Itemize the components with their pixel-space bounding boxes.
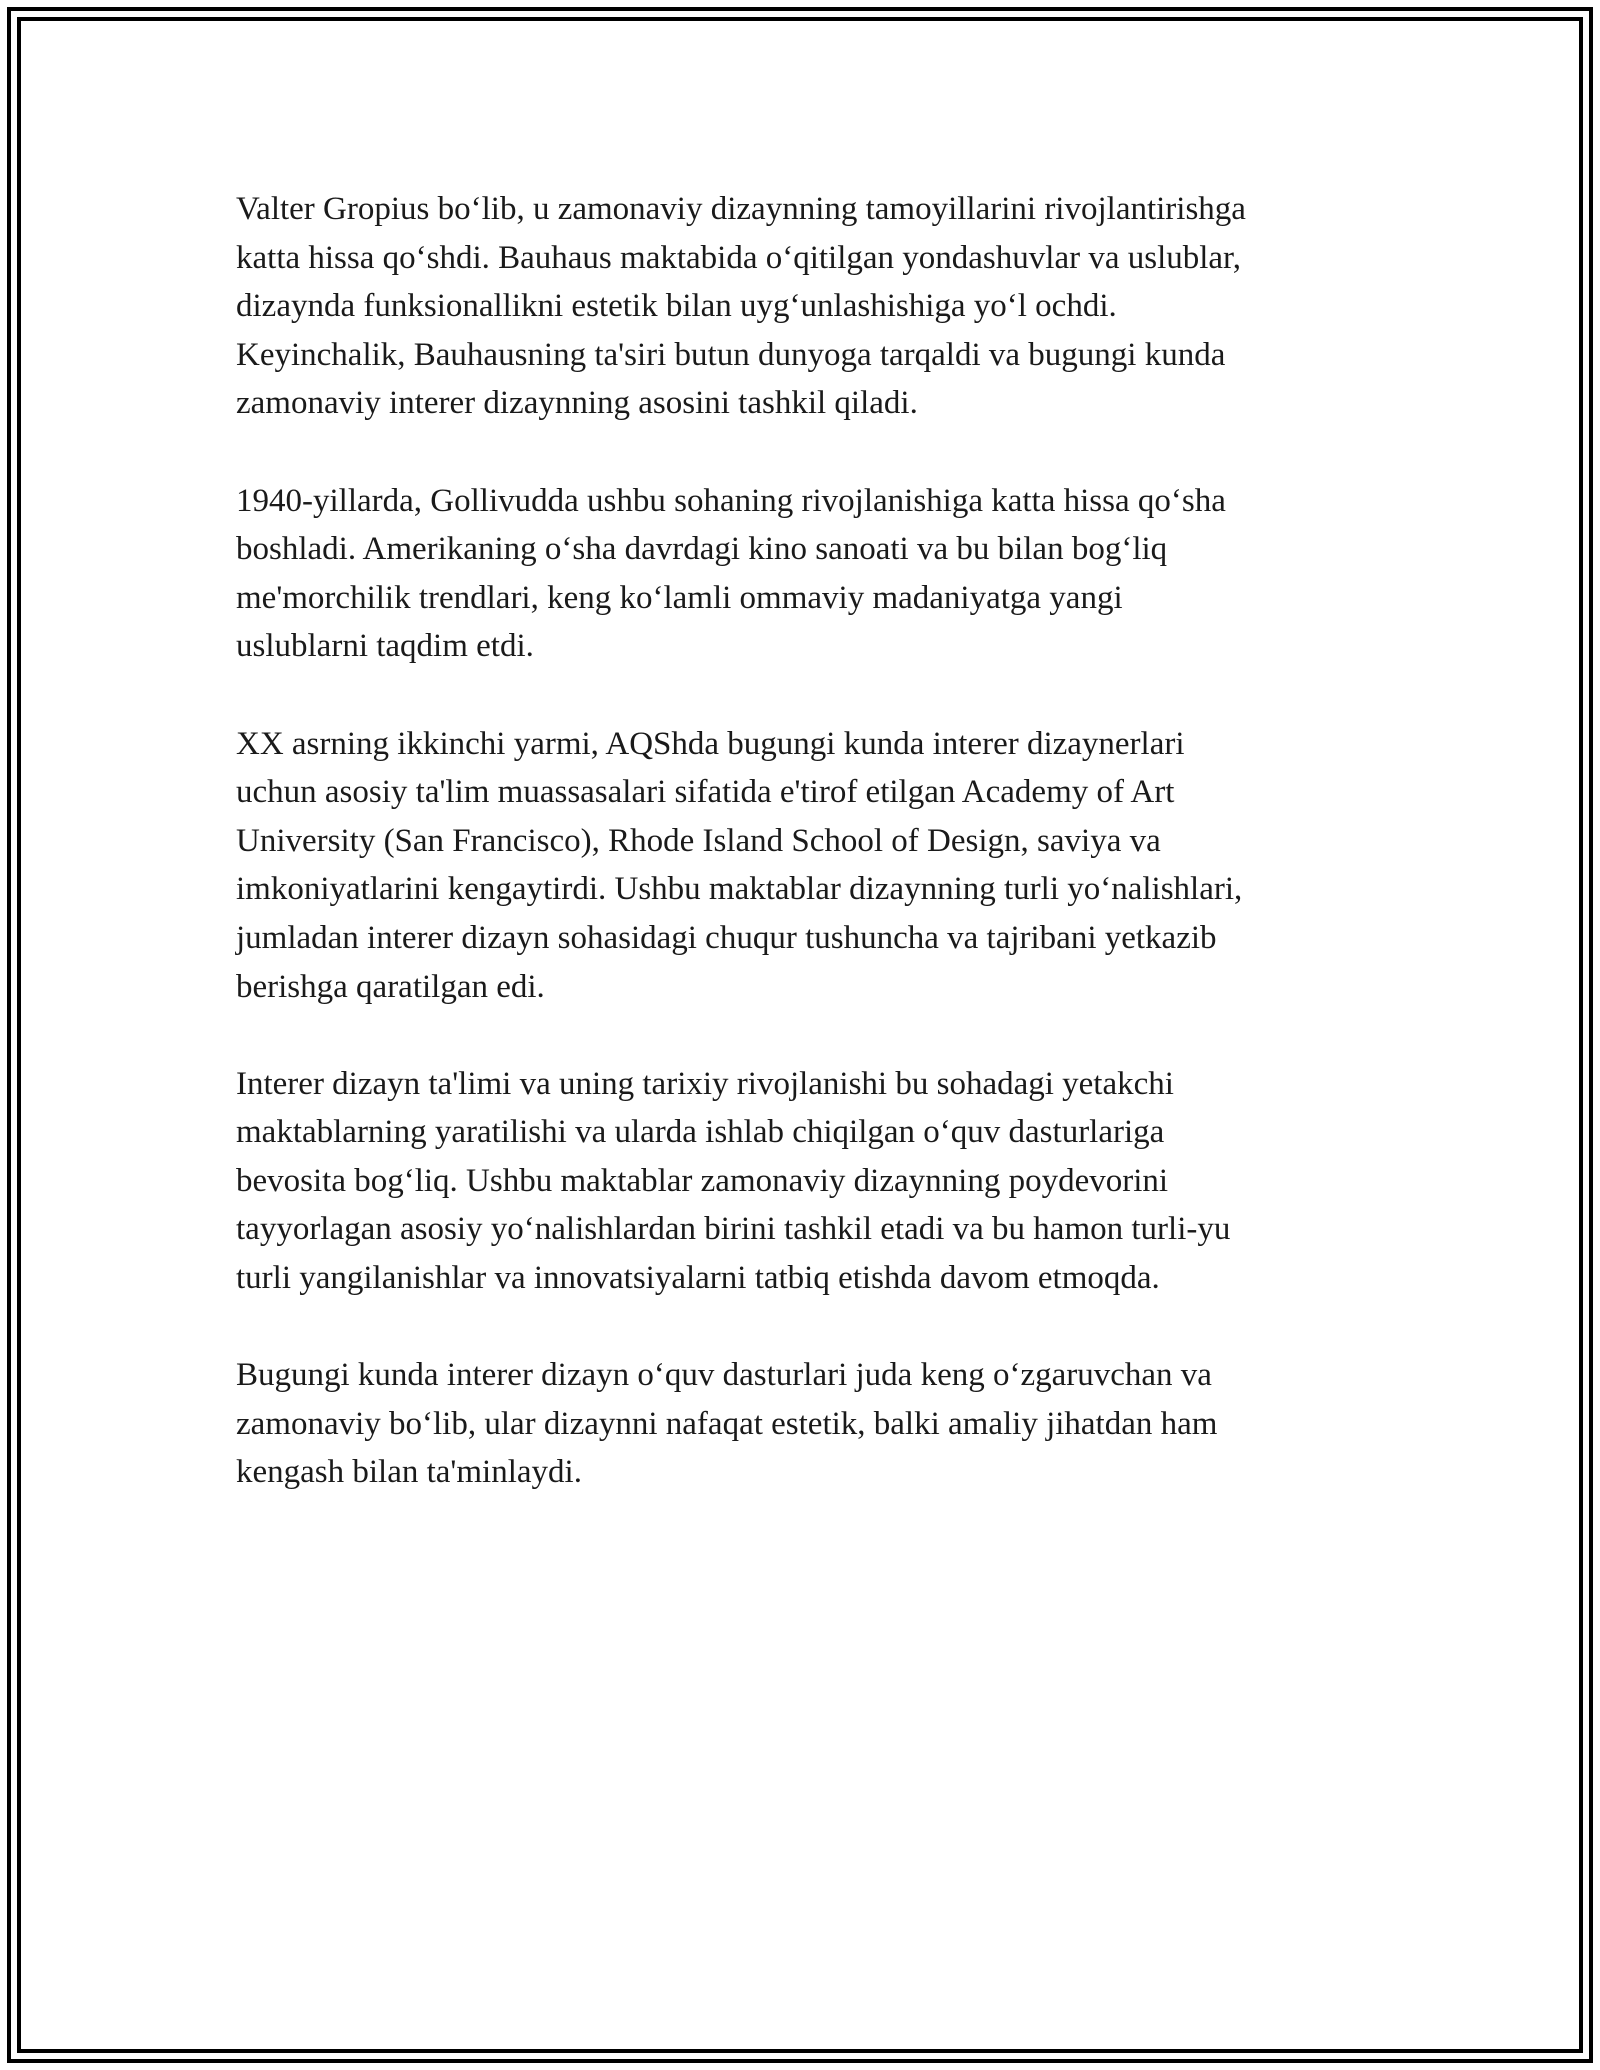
paragraph-hollywood bbox=[236, 477, 1376, 671]
text-line: jumladan interer dizayn sohasidagi chuqur tushuncha va tajribani yetkazib bbox=[236, 919, 1217, 956]
text-line: zamonaviy bo‘lib, ular dizaynni nafaqat estetik, balki amaliy jihatdan ham bbox=[236, 1405, 1218, 1442]
text-line: tayyorlagan asosiy yo‘nalishlardan birini tashkil etadi va bu hamon turli-yu bbox=[236, 1211, 1231, 1248]
text-line: Valter Gropius bo‘lib, u zamonaviy dizaynning tamoyillarini rivojlantirishga bbox=[236, 191, 1246, 227]
document-body bbox=[236, 185, 1376, 1546]
paragraph-education-history bbox=[236, 1060, 1376, 1303]
text-line: Bugungi kunda interer dizayn o‘quv dasturlari juda keng o‘zgaruvchan va bbox=[236, 1357, 1212, 1394]
text-line: katta hissa qo‘shdi. Bauhaus maktabida o‘qitilgan yondashuvlar va uslublar, bbox=[236, 239, 1241, 276]
paragraph-usa-schools bbox=[236, 720, 1376, 1012]
text-line: Keyinchalik, Bauhausning ta'siri butun dunyoga tarqaldi va bugungi kunda bbox=[236, 336, 1226, 373]
text-line: 1940-yillarda, Gollivudda ushbu sohaning rivojlanishiga katta hissa qo‘sha bbox=[236, 482, 1226, 519]
text-line: bevosita bog‘liq. Ushbu maktablar zamonaviy dizaynning poydevorini bbox=[236, 1162, 1169, 1199]
text-line: turli yangilanishlar va innovatsiyalarni tatbiq etishda davom etmoqda. bbox=[236, 1260, 1160, 1297]
text-line: zamonaviy interer dizaynning asosini tashkil qiladi. bbox=[236, 385, 918, 422]
paragraph-bauhaus bbox=[236, 185, 1376, 428]
text-line: Interer dizayn ta'limi va uning tarixiy rivojlanishi bu sohadagi yetakchi bbox=[236, 1065, 1174, 1102]
text-line: University (San Francisco), Rhode Island School of Design, saviya va bbox=[236, 822, 1161, 859]
text-line: XX asrning ikkinchi yarmi, AQShda bugungi kunda interer dizaynerlari bbox=[236, 725, 1185, 762]
text-line: me'morchilik trendlari, keng ko‘lamli ommaviy madaniyatga yangi bbox=[236, 579, 1123, 616]
text-line: uchun asosiy ta'lim muassasalari sifatida e'tirof etilgan Academy of Art bbox=[236, 774, 1175, 811]
text-line: kengash bilan ta'minlaydi. bbox=[236, 1454, 582, 1491]
text-line: boshladi. Amerikaning o‘sha davrdagi kino sanoati va bu bilan bog‘liq bbox=[236, 531, 1168, 568]
text-line: maktablarning yaratilishi va ularda ishlab chiqilgan o‘quv dasturlariga bbox=[236, 1114, 1165, 1151]
text-line: berishga qaratilgan edi. bbox=[236, 968, 545, 1005]
paragraph-curricula-today bbox=[236, 1351, 1376, 1497]
text-line: dizaynda funksionallikni estetik bilan uyg‘unlashishiga yo‘l ochdi. bbox=[236, 288, 1117, 325]
text-line: uslublarni taqdim etdi. bbox=[236, 628, 534, 665]
text-line: imkoniyatlarini kengaytirdi. Ushbu maktablar dizaynning turli yo‘nalishlari, bbox=[236, 871, 1243, 908]
